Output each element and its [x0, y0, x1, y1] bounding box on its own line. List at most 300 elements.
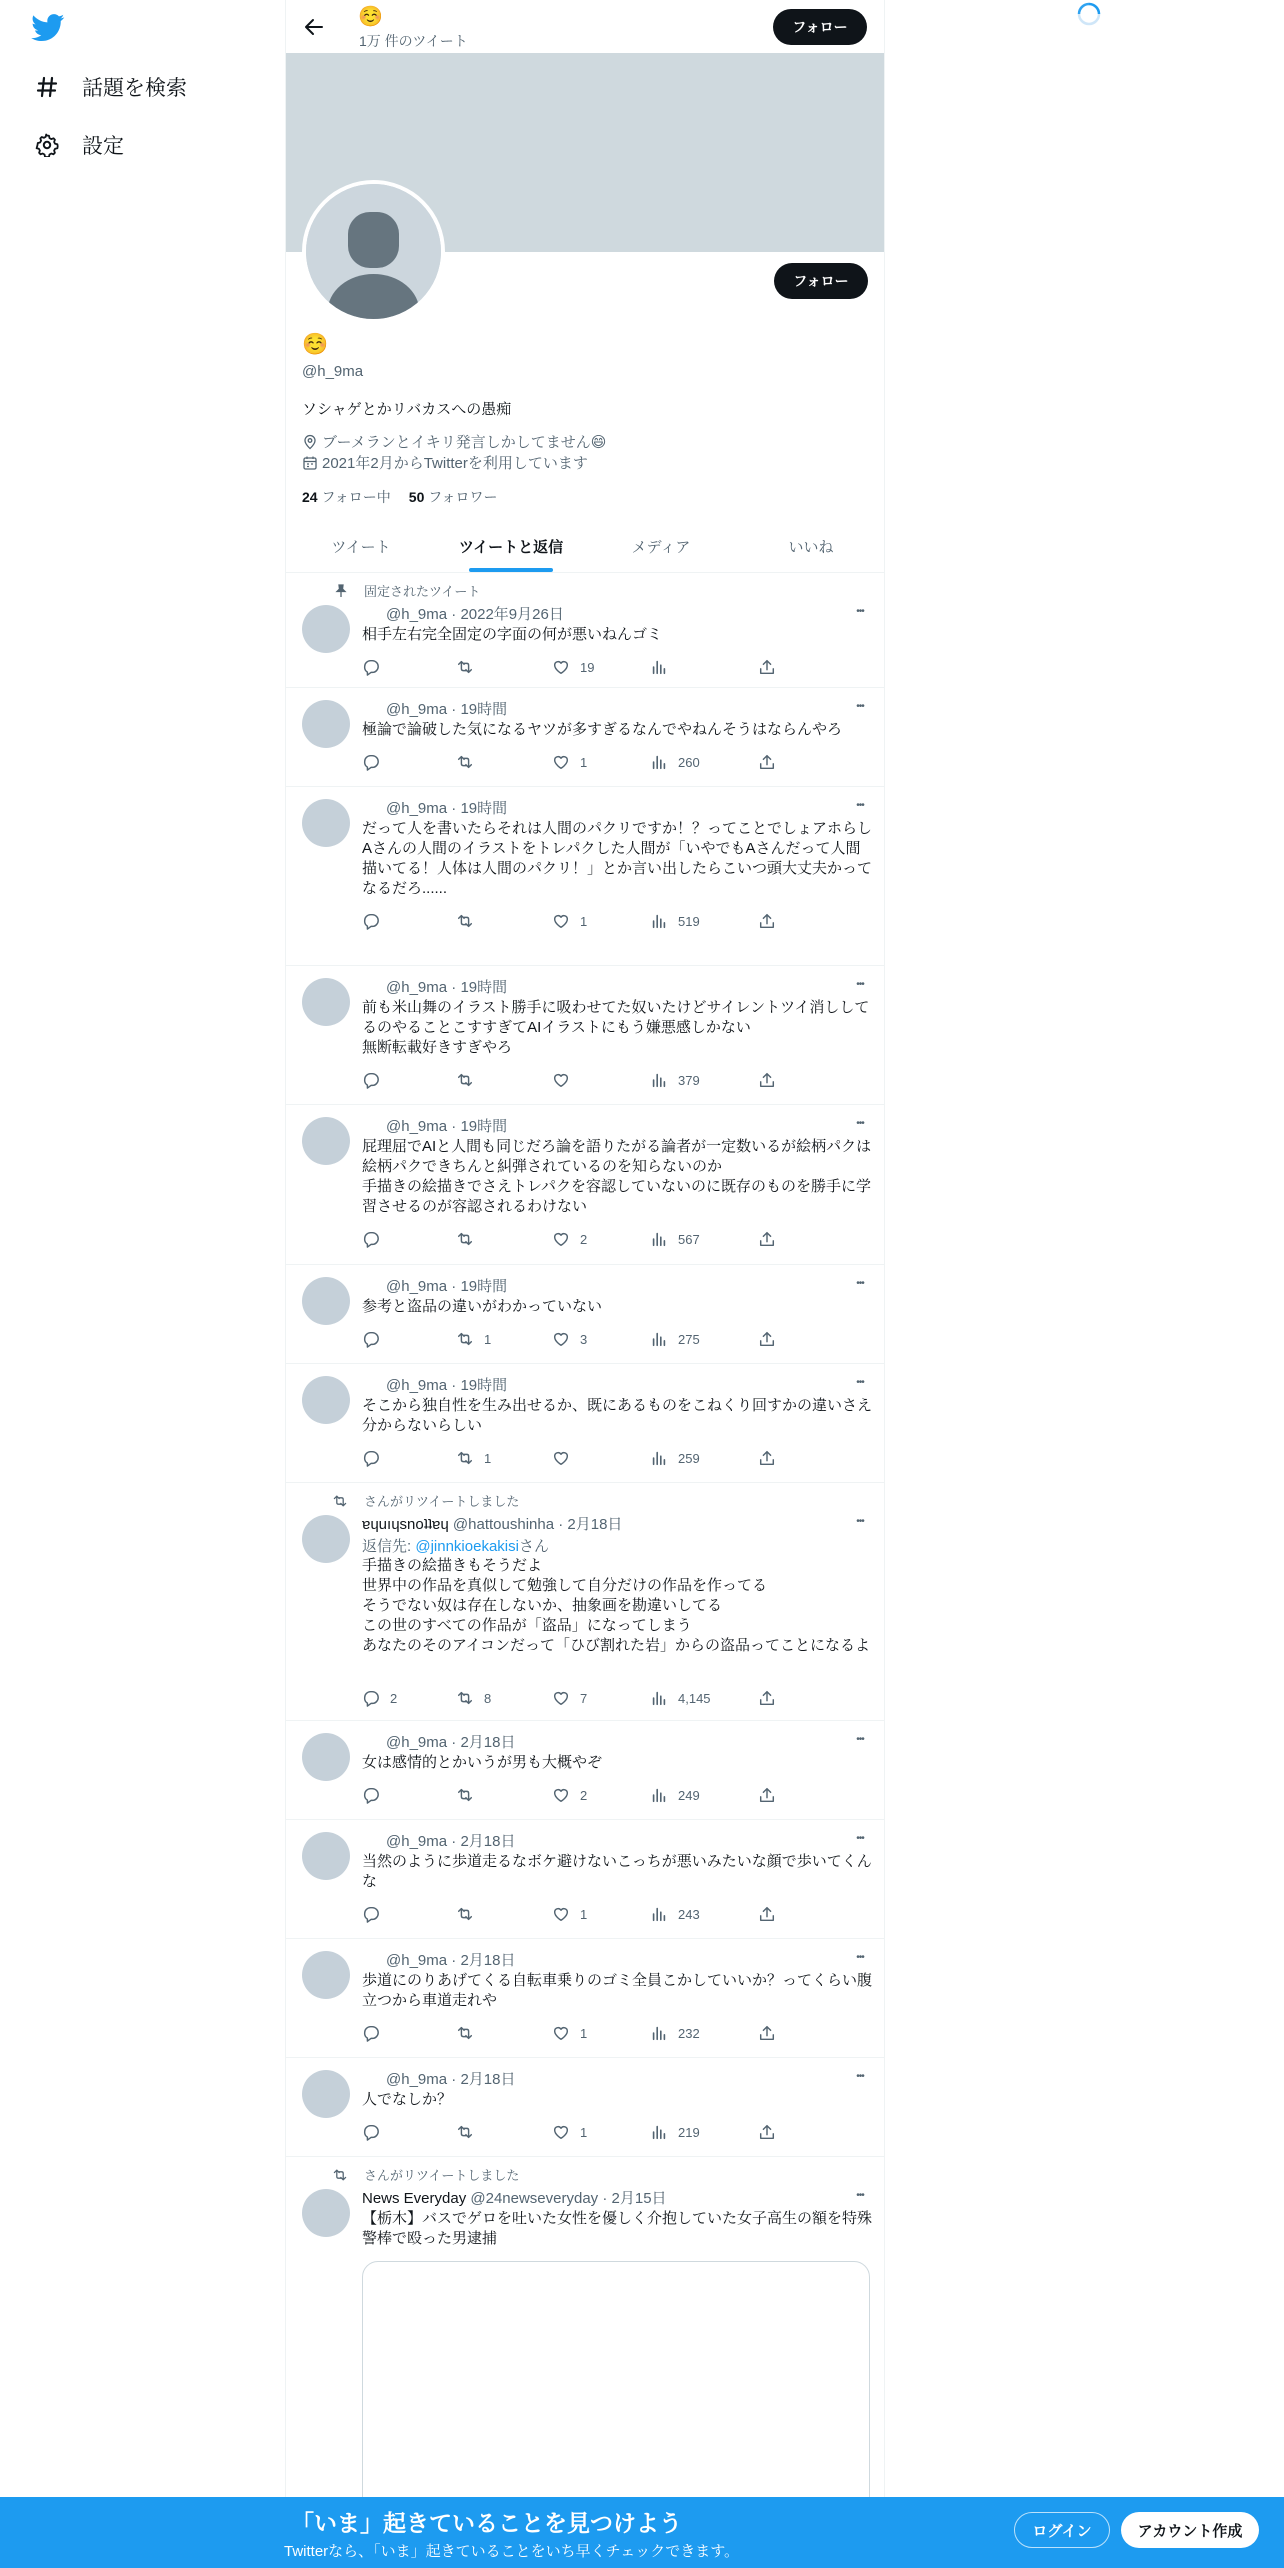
author-handle[interactable]: @h_9ma: [386, 979, 448, 996]
share-icon: [758, 2123, 776, 2141]
tweet-card[interactable]: [286, 1820, 885, 1939]
reply-icon: [362, 912, 380, 930]
retweet-button[interactable]: [456, 1904, 484, 1924]
profile-join-text: 2021年2月からTwitterを利用しています: [322, 455, 588, 472]
reply-icon: [362, 1786, 380, 1804]
more-options-icon[interactable]: •••: [856, 2071, 864, 2082]
views-button[interactable]: [650, 1070, 700, 1090]
more-options-icon[interactable]: •••: [856, 1377, 864, 1388]
retweet-button[interactable]: [456, 752, 484, 772]
retweet-button[interactable]: [456, 911, 484, 931]
reply-button[interactable]: [362, 1229, 390, 1249]
retweet-icon: [456, 1786, 474, 1804]
tweet-header: @h_9ma · 19時間: [386, 979, 508, 996]
retweet-icon: [456, 1449, 474, 1467]
heart-icon: [552, 1330, 570, 1348]
tweet-avatar[interactable]: [302, 1376, 350, 1424]
retweet-icon: [456, 658, 474, 676]
retweet-icon: [456, 2123, 474, 2141]
more-options-icon[interactable]: •••: [856, 1952, 864, 1963]
views-count: 519: [678, 913, 700, 929]
share-icon: [758, 1449, 776, 1467]
share-icon: [758, 912, 776, 930]
author-name[interactable]: ɐɥuıɥsnoʇʇɐɥ: [362, 1516, 449, 1533]
views-count: 259: [678, 1450, 700, 1466]
analytics-icon: [650, 1786, 668, 1804]
like-button[interactable]: [552, 1904, 587, 1924]
heart-icon: [552, 2024, 570, 2042]
views-count: 379: [678, 1072, 700, 1088]
like-button[interactable]: [552, 2023, 587, 2043]
tweet-header: @h_9ma · 2月18日: [386, 1952, 516, 1969]
analytics-icon: [650, 1071, 668, 1089]
like-button[interactable]: [552, 657, 594, 677]
tweet-avatar[interactable]: [302, 700, 350, 748]
views-count: 275: [678, 1331, 700, 1347]
tweet-actions: [362, 1904, 792, 1924]
tweet-header: ɐɥuıɥsnoʇʇɐɥ @hattoushinha · 2月18日: [362, 1516, 623, 1533]
retweet-icon: [456, 912, 474, 930]
reply-button[interactable]: [362, 1329, 390, 1349]
profile-follow-stats: [302, 487, 498, 507]
tweet-card[interactable]: [286, 1483, 885, 1721]
analytics-icon: [650, 1449, 668, 1467]
reply-icon: [362, 658, 380, 676]
following-label: フォロー中: [321, 489, 391, 505]
author-handle[interactable]: @24newseveryday: [470, 2190, 599, 2207]
pinned-label: [334, 581, 480, 600]
nav-explore[interactable]: [34, 67, 187, 107]
author-handle[interactable]: @h_9ma: [386, 606, 448, 623]
views-count: 567: [678, 1231, 700, 1247]
followers-link[interactable]: [409, 489, 498, 505]
retweets-count: 1: [484, 1331, 492, 1347]
tweet-actions: [362, 2122, 792, 2142]
retweet-context: [332, 1491, 519, 1510]
views-button[interactable]: [650, 1785, 700, 1805]
login-button[interactable]: ログイン: [1014, 2512, 1110, 2548]
tweet-header: @h_9ma · 19時間: [386, 1278, 508, 1295]
tweet-time[interactable]: 19時間: [460, 1278, 508, 1295]
profile-avatar[interactable]: [302, 180, 445, 323]
more-options-icon[interactable]: •••: [856, 606, 864, 617]
likes-count: 1: [580, 2124, 588, 2140]
like-button[interactable]: [552, 1070, 580, 1090]
retweet-button[interactable]: [456, 1688, 491, 1708]
views-button[interactable]: [650, 657, 678, 677]
likes-count: 3: [580, 1331, 588, 1347]
tweet-card[interactable]: [286, 2058, 885, 2157]
more-options-icon[interactable]: •••: [856, 1278, 864, 1289]
share-button[interactable]: [758, 2023, 786, 2043]
like-button[interactable]: [552, 1229, 587, 1249]
author-handle[interactable]: @h_9ma: [386, 1377, 448, 1394]
nav-settings[interactable]: [34, 125, 124, 165]
more-options-icon[interactable]: •••: [856, 1833, 864, 1844]
analytics-icon: [650, 1689, 668, 1707]
reply-icon: [362, 1905, 380, 1923]
share-button[interactable]: [758, 752, 786, 772]
views-button[interactable]: [650, 1229, 700, 1249]
profile-handle: @h_9ma: [302, 363, 364, 380]
views-count: 243: [678, 1906, 700, 1922]
reply-icon: [362, 1330, 380, 1348]
views-count: 232: [678, 2025, 700, 2041]
views-count: 260: [678, 754, 700, 770]
profile-bio: ソシャゲとかリバカスへの愚痴: [302, 401, 512, 418]
like-button[interactable]: [552, 1329, 587, 1349]
profile-join-date: [302, 452, 588, 473]
views-button[interactable]: [650, 1688, 711, 1708]
share-button[interactable]: [758, 657, 786, 677]
default-avatar-silhouette-icon: [306, 184, 441, 319]
analytics-icon: [650, 1230, 668, 1248]
tweet-time[interactable]: 2月18日: [567, 1516, 623, 1533]
reply-mention-link[interactable]: @jinnkioekakisi: [415, 1538, 519, 1555]
share-icon: [758, 1230, 776, 1248]
analytics-icon: [650, 753, 668, 771]
reply-icon: [362, 753, 380, 771]
tweet-text: 相手左右完全固定の字面の何が悪いねんゴミ: [362, 626, 663, 643]
tab-likes[interactable]: いいね: [788, 538, 834, 556]
tweet-header: @h_9ma · 2月18日: [386, 1734, 516, 1751]
analytics-icon: [650, 1905, 668, 1923]
tweet-text: 手描きの絵描きもそうだよ 世界中の作品を真似して勉強して自分だけの作品を作ってる そうでない奴は存在しないか、抽象画を勘違いしてる この世のすべての作品が「盗品」になってしまう あなたのそのアイコンだって「ひび割れた岩」からの盗品ってことになるよ: [362, 1557, 871, 1654]
more-options-icon[interactable]: •••: [856, 800, 864, 811]
like-button[interactable]: [552, 911, 587, 931]
share-icon: [758, 753, 776, 771]
tweet-actions: [362, 2023, 792, 2043]
tweet-time[interactable]: 19時間: [460, 1377, 508, 1394]
retweet-icon: [332, 2167, 348, 2183]
reply-suffix: さん: [518, 1538, 549, 1555]
tweet-text: 歩道にのりあげてくる自転車乗りのゴミ全員こかしていいか？ってくらい腹立つから車道走れや: [362, 1972, 873, 2009]
more-options-icon[interactable]: •••: [856, 1118, 864, 1129]
tweet-avatar[interactable]: [302, 605, 350, 653]
reply-button[interactable]: [362, 911, 390, 931]
retweet-icon: [456, 1689, 474, 1707]
tweet-actions: [362, 1785, 792, 1805]
tweet-time[interactable]: 2月15日: [611, 2190, 667, 2207]
views-button[interactable]: [650, 2122, 700, 2142]
tweet-card[interactable]: [286, 966, 885, 1105]
reply-icon: [362, 1449, 380, 1467]
reply-icon: [362, 1071, 380, 1089]
reply-prefix: 返信先:: [362, 1538, 416, 1555]
retweets-count: 1: [484, 1450, 492, 1466]
tab-tweets[interactable]: ツイート: [331, 538, 391, 556]
signup-banner: [0, 2497, 1284, 2568]
more-options-icon[interactable]: •••: [856, 2190, 864, 2201]
tweet-time[interactable]: 19時間: [460, 701, 508, 718]
more-options-icon[interactable]: •••: [856, 701, 864, 712]
retweet-icon: [456, 753, 474, 771]
context-text: さんがリツイートしました: [364, 2168, 520, 2183]
heart-icon: [552, 1786, 570, 1804]
more-options-icon[interactable]: •••: [856, 1516, 864, 1527]
tweet-card[interactable]: [286, 787, 885, 966]
tweet-time[interactable]: 2月18日: [460, 2071, 516, 2088]
hashtag-icon: [34, 74, 60, 100]
tweet-time[interactable]: 2月18日: [460, 1734, 516, 1751]
author-handle[interactable]: @hattoushinha: [452, 1516, 555, 1533]
author-handle[interactable]: @h_9ma: [386, 1833, 448, 1850]
share-button[interactable]: [758, 1070, 786, 1090]
views-button[interactable]: [650, 2023, 700, 2043]
tweet-avatar[interactable]: [302, 978, 350, 1026]
tweet-avatar[interactable]: [302, 2189, 350, 2237]
twitter-bird-icon[interactable]: [31, 14, 65, 42]
author-handle[interactable]: @h_9ma: [386, 1278, 448, 1295]
tweet-actions: [362, 911, 792, 931]
tweet-header: @h_9ma · 2月18日: [386, 2071, 516, 2088]
back-arrow-icon[interactable]: [302, 15, 326, 39]
profile-location-text: ブーメランとイキリ発言しかしてません😄: [322, 434, 607, 451]
tweet-card[interactable]: [286, 1105, 885, 1265]
more-options-icon[interactable]: •••: [856, 979, 864, 990]
share-icon: [758, 1071, 776, 1089]
signup-button[interactable]: アカウント作成: [1121, 2512, 1259, 2548]
share-button[interactable]: [758, 2122, 786, 2142]
share-button[interactable]: [758, 911, 786, 931]
tweet-card[interactable]: [286, 1721, 885, 1820]
heart-icon: [552, 1449, 570, 1467]
left-sidebar: [0, 0, 285, 2568]
author-handle[interactable]: @h_9ma: [386, 1734, 448, 1751]
share-button[interactable]: [758, 1229, 786, 1249]
analytics-icon: [650, 1330, 668, 1348]
context-text: さんがリツイートしました: [364, 1494, 520, 1509]
loading-spinner-icon: [1077, 2, 1101, 26]
retweet-button[interactable]: [456, 1070, 484, 1090]
tweet-header: @h_9ma · 19時間: [386, 800, 508, 817]
like-button[interactable]: [552, 1448, 580, 1468]
tweet-text: 参考と盗品の違いがわかっていない: [362, 1298, 603, 1315]
retweet-context: [332, 2165, 519, 2184]
tweet-actions: [362, 657, 792, 677]
tweet-avatar[interactable]: [302, 2070, 350, 2118]
tweet-card[interactable]: [286, 1939, 885, 2058]
reply-button[interactable]: [362, 2122, 390, 2142]
author-handle[interactable]: @h_9ma: [386, 800, 448, 817]
tweet-actions: [362, 1688, 792, 1708]
tweet-avatar[interactable]: [302, 1277, 350, 1325]
share-button[interactable]: [758, 1785, 786, 1805]
tweet-avatar[interactable]: [302, 1832, 350, 1880]
tweet-time[interactable]: 2月18日: [460, 1952, 516, 1969]
likes-count: 1: [580, 754, 588, 770]
tweet-card[interactable]: [286, 1265, 885, 1364]
tweet-avatar[interactable]: [302, 799, 350, 847]
views-button[interactable]: [650, 752, 700, 772]
tweet-card[interactable]: [286, 2157, 885, 2500]
reply-icon: [362, 2123, 380, 2141]
tweet-header: @h_9ma · 2022年9月26日: [386, 606, 564, 623]
tab-media[interactable]: メディア: [631, 538, 691, 556]
like-button[interactable]: [552, 2122, 587, 2142]
tweet-card[interactable]: [286, 1364, 885, 1483]
reply-button[interactable]: [362, 1785, 390, 1805]
reply-button[interactable]: [362, 2023, 390, 2043]
tweet-actions: [362, 752, 792, 772]
retweet-button[interactable]: [456, 1785, 484, 1805]
tweet-actions: [362, 1448, 792, 1468]
tweet-avatar[interactable]: [302, 1951, 350, 1999]
reply-button[interactable]: [362, 752, 390, 772]
tweet-header: News Everyday @24newseveryday · 2月15日: [362, 2190, 667, 2207]
reply-icon: [362, 1230, 380, 1248]
tweet-text: 人でなしか？: [362, 2091, 453, 2108]
signup-banner-title: 「いま」起きていることを見つけよう: [291, 2510, 682, 2536]
heart-icon: [552, 1230, 570, 1248]
profile-header-bar: [286, 0, 885, 53]
profile-follow-button[interactable]: フォロー: [774, 263, 868, 299]
tweet-text: そこから独自性を生み出せるか、既にあるものをこねくり回すかの違いさえ分からないらしい: [362, 1397, 873, 1434]
tweet-text: 女は感情的とかいうが男も大概やぞ: [362, 1754, 603, 1771]
tweet-time[interactable]: 19時間: [460, 800, 508, 817]
tweet-text: だって人を書いたらそれは人間のパクリですか！？ってことでしょアホらし Aさんの人間のイラストをトレパクした人間が「いやでもAさんだって人間描いてる！人体は人間のパクリ！」とか言い出したらこいつ頭大丈夫かってなるだろ......: [362, 820, 873, 897]
likes-count: 1: [580, 913, 588, 929]
author-handle[interactable]: @h_9ma: [386, 2071, 448, 2088]
likes-count: 7: [580, 1690, 588, 1706]
likes-count: 1: [580, 2025, 588, 2041]
location-pin-icon: [302, 434, 318, 450]
heart-icon: [552, 1905, 570, 1923]
profile-column: [285, 0, 885, 2500]
tweet-avatar[interactable]: [302, 1117, 350, 1165]
heart-icon: [552, 2123, 570, 2141]
nav-explore-label: 話題を検索: [82, 77, 187, 100]
heart-icon: [552, 912, 570, 930]
like-button[interactable]: [552, 1785, 587, 1805]
header-follow-button[interactable]: フォロー: [773, 9, 867, 45]
following-count: 24: [302, 489, 318, 505]
tweet-header: @h_9ma · 19時間: [386, 1118, 508, 1135]
followers-label: フォロワー: [428, 489, 498, 505]
followers-count: 50: [408, 489, 425, 505]
reply-button[interactable]: [362, 1448, 390, 1468]
author-handle[interactable]: @h_9ma: [386, 701, 448, 718]
author-name[interactable]: News Everyday: [362, 2190, 467, 2207]
more-options-icon[interactable]: •••: [856, 1734, 864, 1745]
views-button[interactable]: [650, 1329, 700, 1349]
tweet-card[interactable]: [286, 573, 885, 688]
likes-count: 19: [580, 659, 595, 675]
likes-count: 2: [580, 1231, 588, 1247]
tweet-text: 極論で論破した気になるヤツが多すぎるなんでやねんそうはならんやろ: [362, 721, 843, 738]
share-icon: [758, 2024, 776, 2042]
tweet-actions: [362, 1329, 792, 1349]
tweet-time[interactable]: 2月18日: [460, 1833, 516, 1850]
signup-banner-subtitle: Twitterなら、「いま」起きていることをいち早くチェックできます。: [284, 2543, 740, 2560]
reply-button[interactable]: [362, 1070, 390, 1090]
retweet-button[interactable]: [456, 657, 484, 677]
retweet-icon: [332, 1493, 348, 1509]
views-button[interactable]: [650, 1448, 700, 1468]
tweet-time[interactable]: 19時間: [460, 1118, 508, 1135]
tweet-time[interactable]: 19時間: [460, 979, 508, 996]
tweet-card[interactable]: [286, 688, 885, 787]
analytics-icon: [650, 912, 668, 930]
share-button[interactable]: [758, 1688, 786, 1708]
retweet-button[interactable]: [456, 1229, 484, 1249]
profile-tabs: [286, 520, 885, 573]
nav-settings-label: 設定: [82, 135, 124, 158]
context-text: 固定されたツイート: [364, 584, 481, 599]
heart-icon: [552, 753, 570, 771]
views-count: 219: [678, 2124, 700, 2140]
retweet-icon: [456, 1905, 474, 1923]
reply-to-line: [362, 1535, 549, 1556]
share-button[interactable]: [758, 1329, 786, 1349]
tweet-header: @h_9ma · 19時間: [386, 701, 508, 718]
retweet-icon: [456, 1230, 474, 1248]
reply-button[interactable]: [362, 657, 390, 677]
retweet-button[interactable]: [456, 2122, 484, 2142]
share-icon: [758, 1905, 776, 1923]
retweet-button[interactable]: [456, 2023, 484, 2043]
author-handle[interactable]: @h_9ma: [386, 1952, 448, 1969]
retweets-count: 8: [484, 1690, 492, 1706]
profile-location: [302, 431, 606, 452]
tweet-actions: [362, 1229, 792, 1249]
retweet-button[interactable]: [456, 1448, 491, 1468]
author-handle[interactable]: @h_9ma: [386, 1118, 448, 1135]
tweet-header: @h_9ma · 2月18日: [386, 1833, 516, 1850]
retweet-button[interactable]: [456, 1329, 491, 1349]
views-count: 4,145: [678, 1690, 711, 1706]
tweet-text: 前も米山舞のイラスト勝手に吸わせてた奴いたけどサイレントツイ消ししてるのやることこすすぎてAIイラストにもう嫌悪感しかない 無断転載好きすぎやろ: [362, 999, 870, 1056]
reply-icon: [362, 2024, 380, 2042]
calendar-icon: [302, 455, 318, 471]
reply-button[interactable]: [362, 1904, 390, 1924]
retweet-icon: [456, 1330, 474, 1348]
header-tweet-count: 1万 件のツイート: [359, 33, 468, 49]
tweet-text: 【栃木】バスでゲロを吐いた女性を優しく介抱していた女子高生の額を特殊警棒で殴った男逮捕: [362, 2210, 873, 2247]
like-button[interactable]: [552, 752, 587, 772]
gear-icon: [34, 132, 60, 158]
views-button[interactable]: [650, 911, 700, 931]
tweet-header: @h_9ma · 19時間: [386, 1377, 508, 1394]
retweet-icon: [456, 2024, 474, 2042]
views-button[interactable]: [650, 1904, 700, 1924]
tweet-avatar[interactable]: [302, 1515, 350, 1563]
like-button[interactable]: [552, 1688, 587, 1708]
link-preview-card[interactable]: [362, 2261, 870, 2500]
tweet-text: 屁理屈でAIと人間も同じだろ論を語りたがる論者が一定数いるが絵柄パクは絵柄パクできちんと糾弾されているのを知らないのか 手描きの絵描きでさえトレパクを容認していないのに既存のものを勝手に学習させるのが容認されるわけない: [362, 1138, 872, 1215]
heart-icon: [552, 1071, 570, 1089]
tweet-avatar[interactable]: [302, 1733, 350, 1781]
tweet-actions: [362, 1070, 792, 1090]
likes-count: 2: [580, 1787, 588, 1803]
retweet-icon: [456, 1071, 474, 1089]
views-count: 249: [678, 1787, 700, 1803]
pin-icon: [334, 584, 348, 598]
replies-count: 2: [390, 1690, 398, 1706]
share-button[interactable]: [758, 1904, 786, 1924]
tab-tweets-and-replies[interactable]: ツイートと返信: [436, 520, 586, 572]
analytics-icon: [650, 2024, 668, 2042]
share-icon: [758, 1786, 776, 1804]
following-link[interactable]: [302, 489, 391, 505]
profile-display-name: ☺️: [302, 333, 329, 356]
share-button[interactable]: [758, 1448, 786, 1468]
heart-icon: [552, 658, 570, 676]
analytics-icon: [650, 2123, 668, 2141]
header-display-name: ☺️: [358, 6, 383, 28]
reply-button[interactable]: [362, 1688, 397, 1708]
tweet-time[interactable]: 2022年9月26日: [460, 606, 564, 623]
